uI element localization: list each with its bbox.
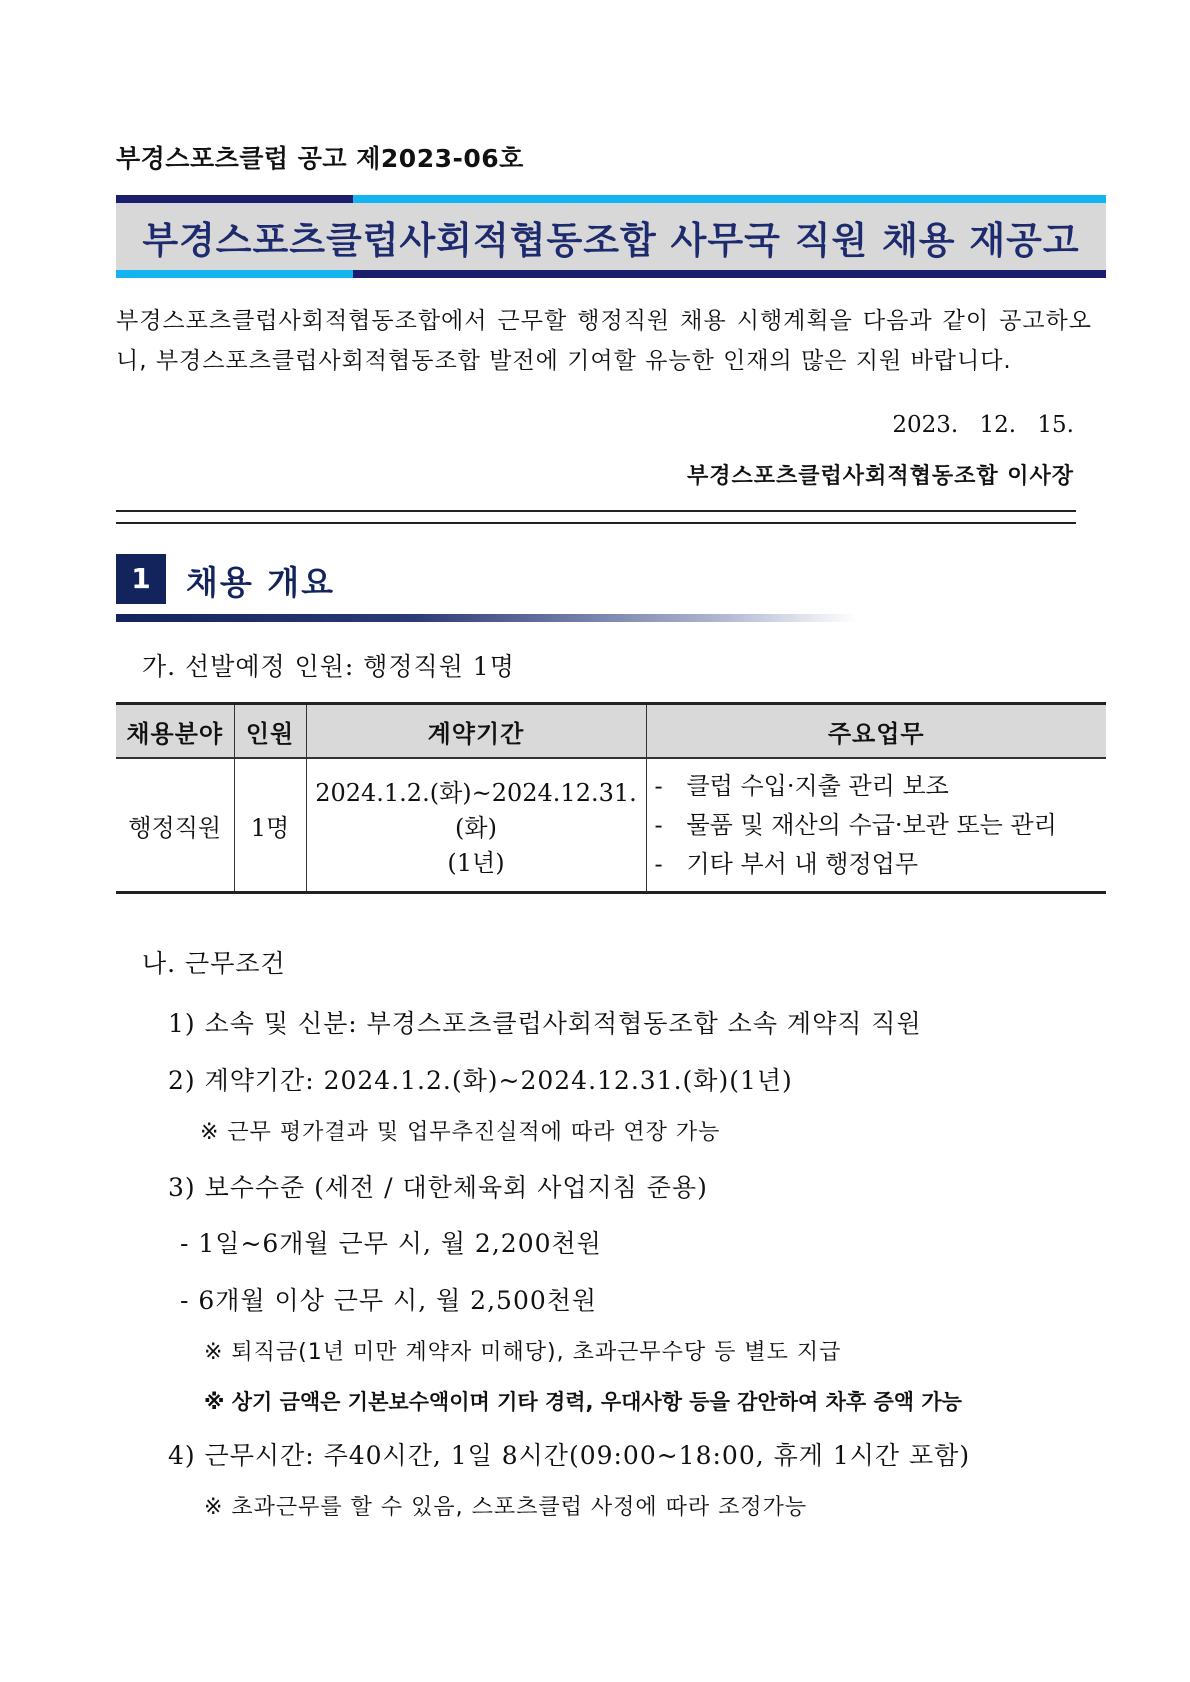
page-title: 부경스포츠클럽사회적협동조합 사무국 직원 채용 재공고: [142, 219, 1080, 262]
period-line2: (1년): [447, 848, 505, 877]
section-underline: [116, 614, 856, 622]
note-allowances: ※ 퇴직금(1년 미만 계약자 미해당), 초과근무수당 등 별도 지급: [204, 1340, 842, 1365]
table-header: 인원: [234, 704, 306, 759]
cell-duties: [646, 758, 1106, 893]
banner-bar-top-right: [353, 195, 1106, 203]
section-number-badge: 1: [116, 554, 166, 604]
subsection-conditions: 나. 근무조건: [142, 949, 286, 978]
table-row: [116, 758, 1106, 893]
cell-field: 행정직원: [116, 758, 234, 893]
salary-tier-2: - 6개월 이상 근무 시, 월 2,500천원: [180, 1286, 598, 1315]
period-line1: 2024.1.2.(화)~2024.12.31.(화): [315, 778, 637, 842]
banner-bar-bottom-left: [116, 270, 353, 278]
cell-count: 1명: [234, 758, 306, 893]
condition-hours: 4) 근무시간: 주40시간, 1일 8시간(09:00~18:00, 휴게 1시간 포함): [168, 1441, 971, 1470]
cell-period: [306, 758, 646, 893]
double-divider: [116, 510, 1076, 524]
salary-tier-1: - 1일~6개월 근무 시, 월 2,200천원: [180, 1229, 602, 1258]
note-overtime: ※ 초과근무를 할 수 있음, 스포츠클럽 사정에 따라 조정가능: [204, 1495, 808, 1520]
note-salary-increase: ※ 상기 금액은 기본보수액이며 기타 경력, 우대사항 등을 감안하여 차후 증액 가능: [204, 1390, 962, 1414]
title-banner: [116, 195, 1106, 278]
banner-bar-top-left: [116, 195, 353, 203]
condition-salary: 3) 보수수준 (세전 / 대한체육회 사업지침 준용): [168, 1173, 708, 1202]
duty-item: - 기타 부서 내 행정업무: [654, 849, 919, 878]
table-header: 주요업무: [646, 704, 1106, 759]
issuer: 부경스포츠클럽사회적협동조합 이사장: [687, 464, 1074, 489]
subsection-headcount: 가. 선발예정 인원: 행정직원 1명: [142, 652, 515, 681]
duty-item: - 물품 및 재산의 수급·보관 또는 관리: [654, 810, 1057, 839]
condition-contract: 2) 계약기간: 2024.1.2.(화)~2024.12.31.(화)(1년): [168, 1066, 793, 1095]
note-extension: ※ 근무 평가결과 및 업무추진실적에 따라 연장 가능: [200, 1120, 721, 1145]
intro-paragraph: 부경스포츠클럽사회적협동조합에서 근무할 행정직원 채용 시행계획을 다음과 같이 공고하오니, 부경스포츠클럽사회적협동조합 발전에 기여할 유능한 인재의 많은 지원 바랍니다.: [116, 308, 1092, 374]
table-header: 채용분야: [116, 704, 234, 759]
notice-number: 부경스포츠클럽 공고 제2023-06호: [116, 144, 524, 173]
banner-bar-bottom-right: [353, 270, 1106, 278]
table-header: 계약기간: [306, 704, 646, 759]
notice-date: 2023. 12. 15.: [892, 412, 1074, 438]
condition-affiliation: 1) 소속 및 신분: 부경스포츠클럽사회적협동조합 소속 계약직 직원: [168, 1009, 922, 1038]
duty-item: - 클럽 수입·지출 관리 보조: [654, 771, 949, 800]
section-title: 채용 개요: [186, 563, 336, 602]
table-header-row: [116, 704, 1106, 759]
recruitment-table: [116, 702, 1106, 894]
